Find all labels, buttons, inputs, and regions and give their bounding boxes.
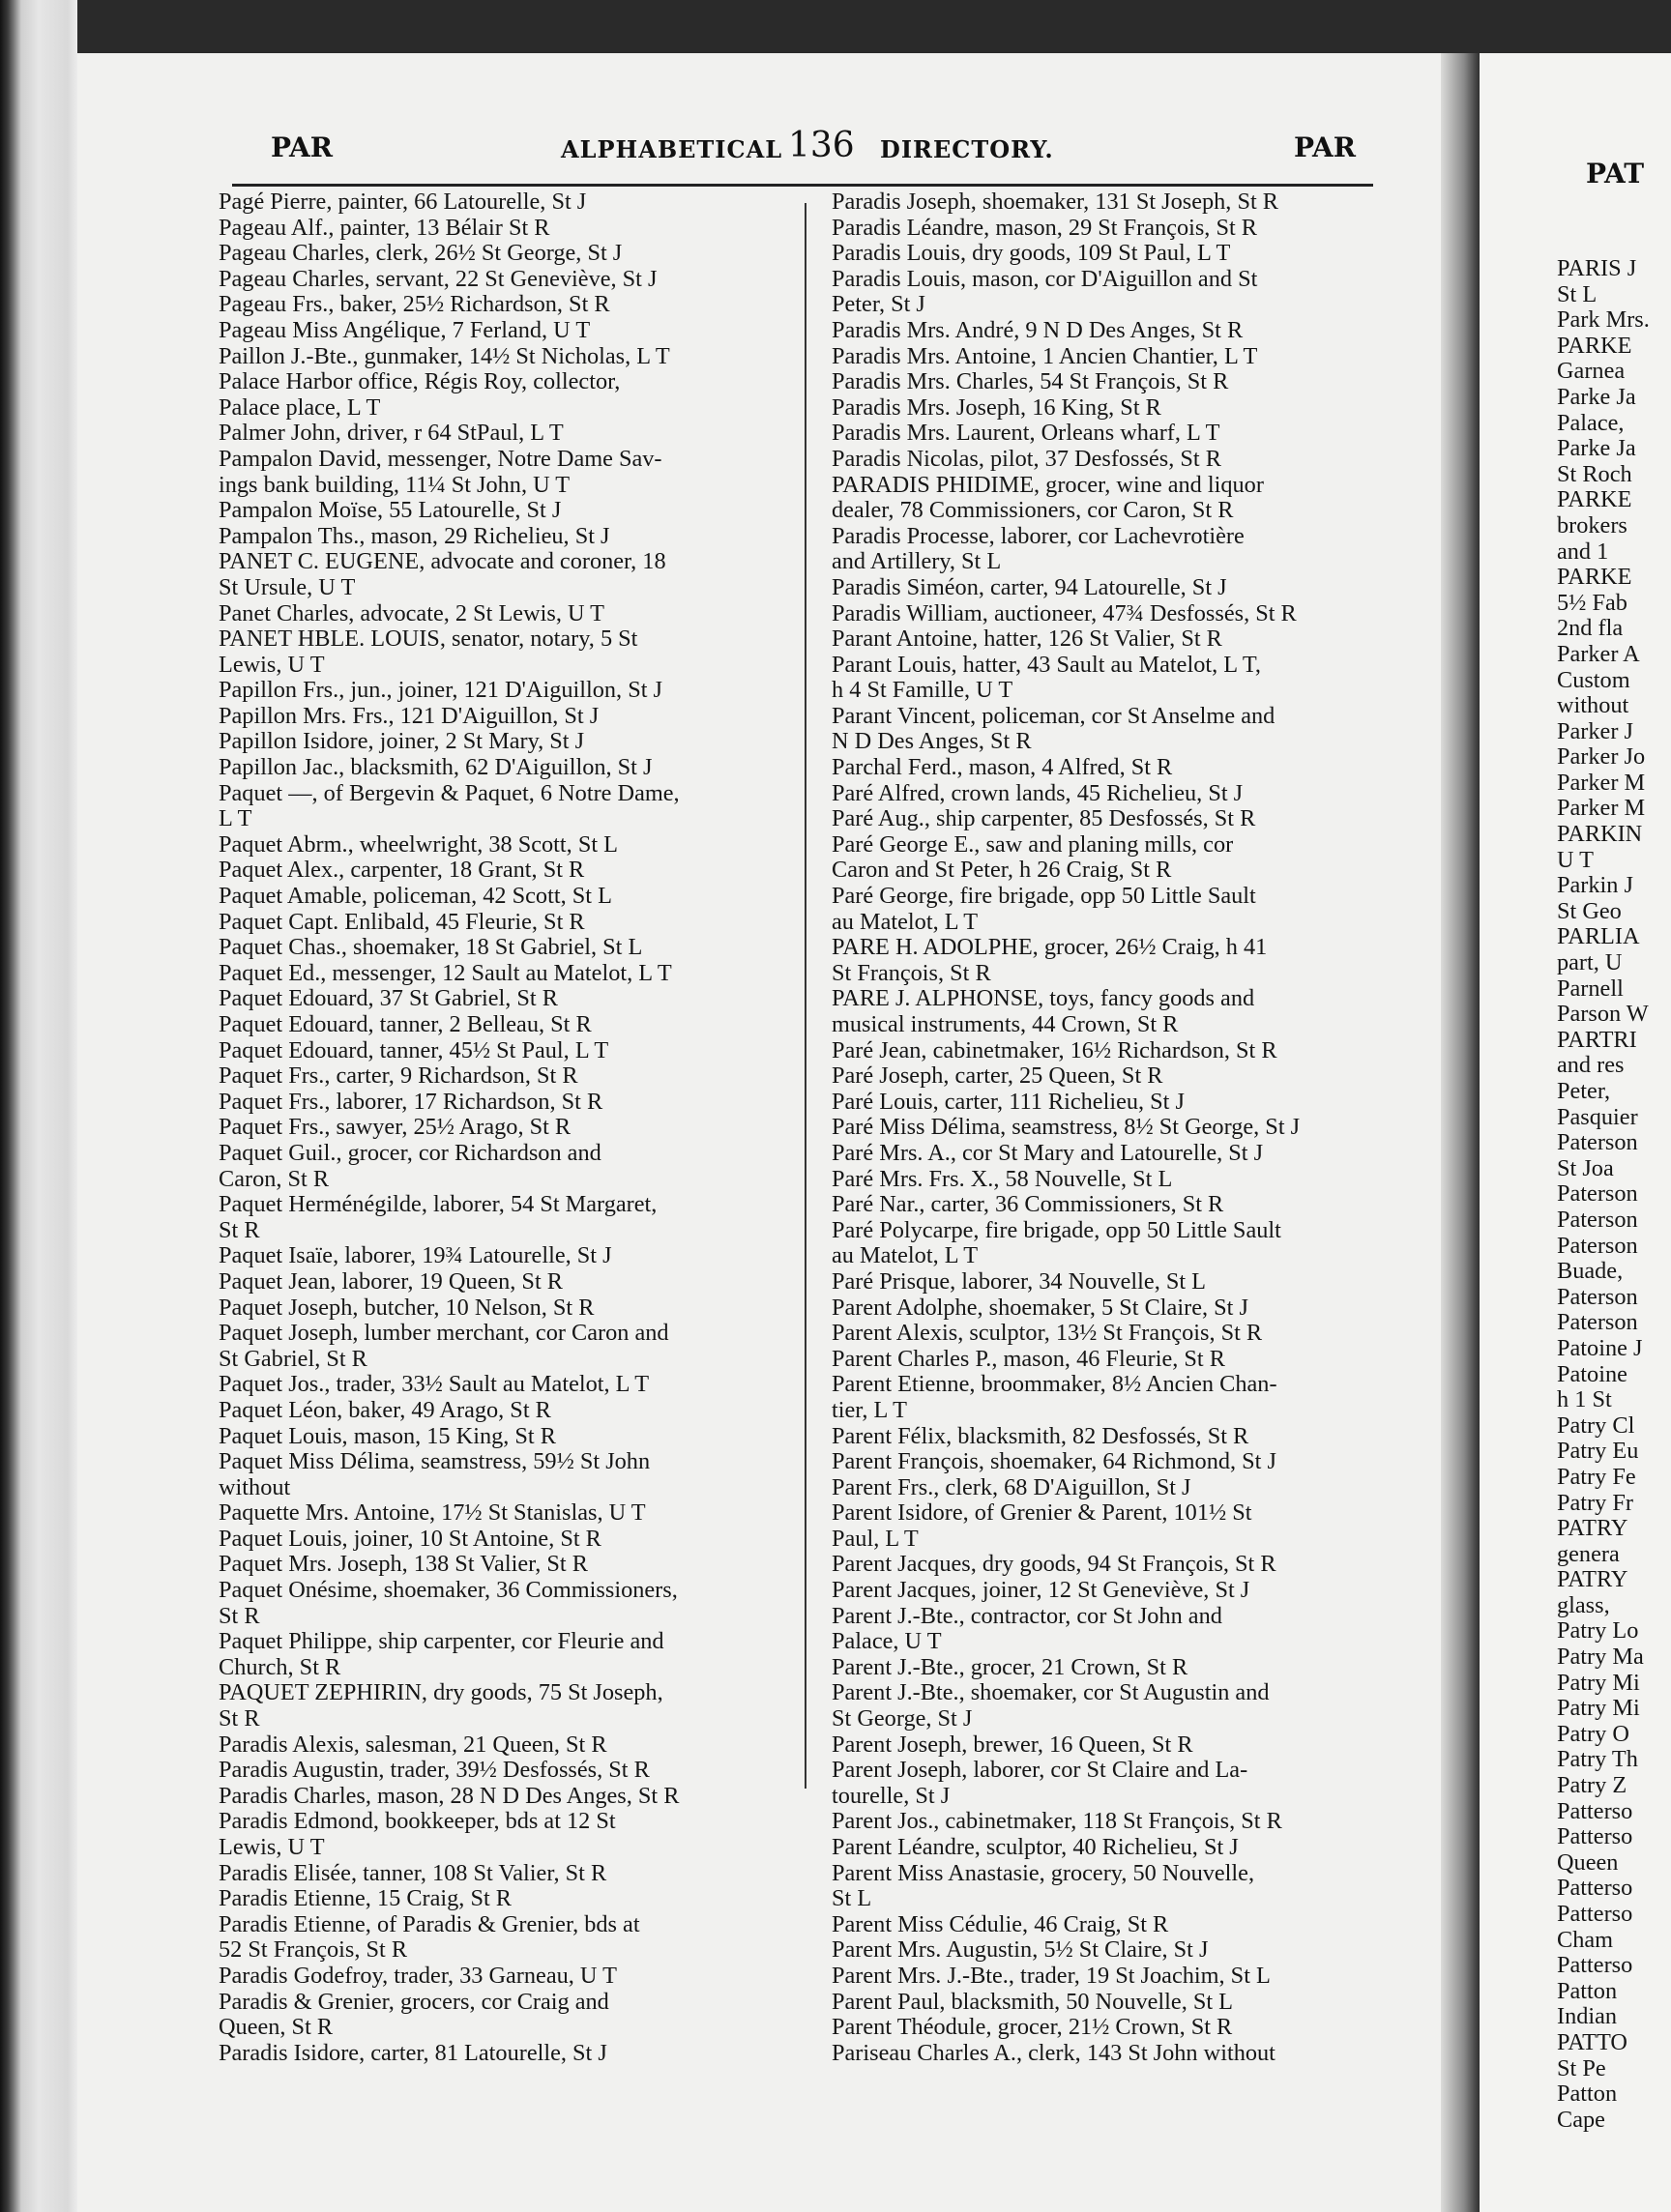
next-page-line: glass, <box>1557 1591 1610 1618</box>
next-page-line: Paterson <box>1557 1206 1638 1233</box>
directory-line: Caron and St Peter, h 26 Craig, St R <box>832 857 1172 884</box>
next-page-line: Parke Ja <box>1557 383 1636 410</box>
next-page-line: Parker M <box>1557 769 1646 796</box>
directory-line: Paradis Mrs. Laurent, Orleans wharf, L T <box>832 420 1220 447</box>
directory-line: Pageau Charles, servant, 22 St Geneviève, St J <box>219 265 658 292</box>
directory-line: Paré Jean, cabinetmaker, 16½ Richardson, St R <box>832 1036 1277 1063</box>
directory-line: Parent Frs., clerk, 68 D'Aiguillon, St J <box>832 1473 1191 1500</box>
directory-line: Pageau Frs., baker, 25½ Richardson, St R <box>219 291 610 318</box>
directory-line: Paquet Frs., carter, 9 Richardson, St R <box>219 1062 578 1090</box>
directory-line: St François, St R <box>832 959 991 986</box>
next-page-line: Patterso <box>1557 1901 1633 1927</box>
directory-line: au Matelot, L T <box>832 908 979 935</box>
next-page-line: St Pe <box>1557 2054 1606 2081</box>
next-page-line: Custom <box>1557 666 1630 693</box>
directory-line: Paquet Philippe, ship carpenter, cor Fleurie and <box>219 1628 664 1655</box>
directory-line: Queen, St R <box>219 2014 334 2041</box>
directory-line: Paquet Edouard, tanner, 2 Belleau, St R <box>219 1011 592 1037</box>
directory-line: St R <box>219 1602 260 1629</box>
next-page-line: PATRY <box>1557 1515 1628 1542</box>
directory-line: Paquet Edouard, 37 St Gabriel, St R <box>219 985 558 1012</box>
directory-line: Parent Isidore, of Grenier & Parent, 101½ St <box>832 1499 1252 1527</box>
directory-line: Parent Miss Anastasie, grocery, 50 Nouvelle, <box>832 1859 1255 1886</box>
next-page-line: part, U <box>1557 949 1623 976</box>
directory-line: St Ursule, U T <box>219 573 356 600</box>
next-page-line: Patoine J <box>1557 1334 1643 1361</box>
next-page-line: PARKIN <box>1557 821 1643 848</box>
next-page-line: Patry Lo <box>1557 1617 1639 1644</box>
directory-line: Parent François, shoemaker, 64 Richmond, St J <box>832 1448 1276 1475</box>
directory-line: Pageau Charles, clerk, 26½ St George, St J <box>219 240 623 267</box>
directory-line: Parent Adolphe, shoemaker, 5 St Claire, St J <box>832 1294 1248 1321</box>
next-page-line: St L <box>1557 280 1598 307</box>
directory-line: Paquet Jean, laborer, 19 Queen, St R <box>219 1267 563 1295</box>
directory-line: L T <box>219 805 252 832</box>
directory-line: and Artillery, St L <box>832 548 1002 575</box>
next-page-line: Garnea <box>1557 358 1626 385</box>
column-divider <box>805 203 806 1789</box>
directory-line: St L <box>832 1885 872 1912</box>
next-page-line: St Geo <box>1557 897 1622 924</box>
directory-line: Parent Jacques, dry goods, 94 St François, St R <box>832 1551 1276 1578</box>
directory-line: Paquet Joseph, butcher, 10 Nelson, St R <box>219 1294 595 1321</box>
directory-line: Paré Joseph, carter, 25 Queen, St R <box>832 1062 1163 1090</box>
next-page-line: Patton <box>1557 2081 1618 2108</box>
next-page-line: Paterson <box>1557 1129 1638 1156</box>
directory-line: Parent Félix, blacksmith, 82 Desfossés, St R <box>832 1422 1249 1449</box>
directory-line: Paré Aug., ship carpenter, 85 Desfossés, St R <box>832 805 1256 832</box>
directory-line: Paquet Joseph, lumber merchant, cor Caron and <box>219 1320 669 1347</box>
next-page-line: St Joa <box>1557 1154 1614 1181</box>
directory-line: Paradis Edmond, bookkeeper, bds at 12 St <box>219 1808 616 1835</box>
directory-line: Parent Mrs. Augustin, 5½ St Claire, St J <box>832 1936 1209 1964</box>
next-page-line: PATRY <box>1557 1566 1628 1593</box>
directory-line: Paré Alfred, crown lands, 45 Richelieu, St J <box>832 779 1244 806</box>
next-page-line: Paterson <box>1557 1283 1638 1310</box>
directory-line: Lewis, U T <box>219 651 325 678</box>
next-page-line: Palace, <box>1557 409 1625 436</box>
directory-line: Parant Antoine, hatter, 126 St Valier, St R <box>832 626 1222 653</box>
next-page-line: Patry Ma <box>1557 1644 1644 1671</box>
directory-line: Palace place, L T <box>219 393 381 421</box>
next-page-line: 2nd fla <box>1557 615 1624 642</box>
directory-line: Paradis Mrs. Antoine, 1 Ancien Chantier, L T <box>832 342 1258 369</box>
directory-line: Papillon Frs., jun., joiner, 121 D'Aiguillon, St J <box>219 677 662 704</box>
next-page-line: PARLIA <box>1557 923 1640 950</box>
directory-line: Pampalon Moïse, 55 Latourelle, St J <box>219 497 562 524</box>
next-page-line: Park Mrs. <box>1557 306 1650 334</box>
directory-line: PARE J. ALPHONSE, toys, fancy goods and <box>832 985 1255 1012</box>
next-page-line: Patterso <box>1557 1952 1633 1979</box>
directory-line: Paquet Miss Délima, seamstress, 59½ St John <box>219 1448 651 1475</box>
directory-line: Papillon Isidore, joiner, 2 St Mary, St J <box>219 728 585 755</box>
directory-line: Paradis & Grenier, grocers, cor Craig and <box>219 1988 609 2015</box>
directory-line: Paquet Isaïe, laborer, 19¾ Latourelle, St J <box>219 1242 612 1269</box>
directory-line: St R <box>219 1216 260 1243</box>
directory-line: Paquet —, of Bergevin & Paquet, 6 Notre Dame, <box>219 779 680 806</box>
directory-line: Paquet Frs., laborer, 17 Richardson, St R <box>219 1088 603 1115</box>
directory-line: Paquet Louis, mason, 15 King, St R <box>219 1422 556 1449</box>
directory-line: Paradis Etienne, 15 Craig, St R <box>219 1885 512 1912</box>
next-page-line: Parson W <box>1557 1001 1649 1028</box>
left-column <box>219 189 779 2066</box>
next-page-line: Patry Th <box>1557 1746 1638 1773</box>
directory-line: Paradis Mrs. Joseph, 16 King, St R <box>832 393 1161 421</box>
directory-line: Paquet Amable, policeman, 42 Scott, St L <box>219 883 612 910</box>
directory-line: Paradis Elisée, tanner, 108 St Valier, St R <box>219 1859 607 1886</box>
directory-line: Panet Charles, advocate, 2 St Lewis, U T <box>219 599 605 626</box>
next-page-line: PATTO <box>1557 2028 1627 2055</box>
header-title-right: DIRECTORY. <box>880 135 1054 163</box>
directory-line: Paradis Processe, laborer, cor Lachevrotière <box>832 522 1245 549</box>
directory-line: Pampalon Ths., mason, 29 Richelieu, St J <box>219 522 610 549</box>
next-page-line: Parkin J <box>1557 872 1633 899</box>
directory-line: Paquet Abrm., wheelwright, 38 Scott, St L <box>219 830 619 858</box>
directory-line: Paré Louis, carter, 111 Richelieu, St J <box>832 1088 1185 1115</box>
next-page-line: Parnell <box>1557 975 1624 1002</box>
directory-line: Paquet Alex., carpenter, 18 Grant, St R <box>219 857 585 884</box>
book-gutter <box>1441 53 1480 2212</box>
next-page-line: Patry Fr <box>1557 1489 1633 1516</box>
directory-line: Paquet Edouard, tanner, 45½ St Paul, L T <box>219 1036 609 1063</box>
directory-line: Palace, U T <box>832 1628 942 1655</box>
directory-line: Parant Vincent, policeman, cor St Anselme and <box>832 702 1275 729</box>
directory-line: Paquet Mrs. Joseph, 138 St Valier, St R <box>219 1551 588 1578</box>
header-right-word: PAR <box>1294 131 1357 163</box>
next-page-line: Patry Eu <box>1557 1438 1639 1465</box>
directory-line: Paré George E., saw and planing mills, cor <box>832 830 1234 858</box>
next-page-line: Parker A <box>1557 640 1640 667</box>
header-rule <box>232 184 1373 187</box>
next-page-line: h 1 St <box>1557 1386 1612 1413</box>
next-page-line: Patry Cl <box>1557 1412 1635 1439</box>
directory-line: Peter, St J <box>832 291 925 318</box>
next-page-line: brokers <box>1557 511 1627 538</box>
directory-line: Parent Charles P., mason, 46 Fleurie, St R <box>832 1345 1225 1372</box>
next-page-line: PARKE <box>1557 564 1632 591</box>
directory-line: Paré Mrs. A., cor St Mary and Latourelle, St J <box>832 1139 1264 1166</box>
directory-line: Pagé Pierre, painter, 66 Latourelle, St J <box>219 189 587 215</box>
directory-line: Paré Nar., carter, 36 Commissioners, St R <box>832 1191 1224 1218</box>
directory-line: Lewis, U T <box>219 1834 325 1860</box>
directory-line: N D Des Anges, St R <box>832 728 1032 755</box>
next-page-line: Patterso <box>1557 1823 1633 1850</box>
directory-line: dealer, 78 Commissioners, cor Caron, St R <box>832 497 1234 524</box>
directory-line: St George, St J <box>832 1705 973 1732</box>
next-page-line: Patry Mi <box>1557 1669 1640 1696</box>
next-page-line: Paterson <box>1557 1180 1638 1208</box>
directory-line: Parent Léandre, sculptor, 40 Richelieu, St J <box>832 1834 1239 1860</box>
next-page-line: Buade, <box>1557 1258 1624 1285</box>
directory-line: Church, St R <box>219 1653 341 1680</box>
directory-line: Paradis Augustin, trader, 39½ Desfossés, St R <box>219 1757 650 1784</box>
directory-line: Paradis Léandre, mason, 29 St François, St R <box>832 214 1257 241</box>
directory-line: ings bank building, 11¼ St John, U T <box>219 471 571 498</box>
directory-line: Paradis Isidore, carter, 81 Latourelle, St J <box>219 2039 607 2066</box>
directory-line: without <box>219 1473 291 1500</box>
page-header <box>271 126 1363 184</box>
directory-line: Paradis Alexis, salesman, 21 Queen, St R <box>219 1731 607 1758</box>
next-page-line: genera <box>1557 1540 1620 1567</box>
directory-line: PARE H. ADOLPHE, grocer, 26½ Craig, h 41 <box>832 934 1268 961</box>
next-page-line: Patry Mi <box>1557 1695 1640 1722</box>
directory-line: tier, L T <box>832 1396 907 1423</box>
directory-line: Palace Harbor office, Régis Roy, collector, <box>219 368 621 395</box>
directory-line: PARADIS PHIDIME, grocer, wine and liquor <box>832 471 1264 498</box>
header-title-left: ALPHABETICAL <box>561 135 783 163</box>
next-page-line: Parker Jo <box>1557 743 1646 771</box>
directory-line: au Matelot, L T <box>832 1242 979 1269</box>
directory-line: Parent Etienne, broommaker, 8½ Ancien Chan- <box>832 1371 1277 1398</box>
directory-line: Pageau Alf., painter, 13 Bélair St R <box>219 214 550 241</box>
next-page-line: without <box>1557 692 1629 719</box>
next-page-line: Parker M <box>1557 795 1646 822</box>
directory-line: Caron, St R <box>219 1165 330 1192</box>
next-page-line: Peter, <box>1557 1078 1611 1104</box>
directory-line: Parent Paul, blacksmith, 50 Nouvelle, St L <box>832 1988 1234 2015</box>
directory-line: h 4 St Famille, U T <box>832 677 1013 704</box>
directory-line: Paradis Mrs. Charles, 54 St François, St R <box>832 368 1229 395</box>
next-page-line: PARIS J <box>1557 255 1637 281</box>
directory-line: Parchal Ferd., mason, 4 Alfred, St R <box>832 754 1173 781</box>
directory-line: PAQUET ZEPHIRIN, dry goods, 75 St Joseph, <box>219 1679 663 1706</box>
directory-line: Parent Joseph, laborer, cor St Claire and La- <box>832 1757 1248 1784</box>
directory-line: Paradis Nicolas, pilot, 37 Desfossés, St R <box>832 445 1221 472</box>
directory-line: PANET HBLE. LOUIS, senator, notary, 5 St <box>219 626 638 653</box>
directory-line: Parent Jos., cabinetmaker, 118 St François, St R <box>832 1808 1282 1835</box>
next-page-line: PARTRI <box>1557 1026 1637 1053</box>
directory-line: Paradis Mrs. André, 9 N D Des Anges, St R <box>832 316 1244 343</box>
next-page-line: Paterson <box>1557 1309 1638 1336</box>
next-page-edge <box>1480 53 1671 2212</box>
directory-line: Paré George, fire brigade, opp 50 Little Sault <box>832 883 1256 910</box>
directory-line: Parant Louis, hatter, 43 Sault au Matelot, L T, <box>832 651 1261 678</box>
directory-line: Paradis Etienne, of Paradis & Grenier, bds at <box>219 1910 640 1937</box>
next-page-line: Patterso <box>1557 1797 1633 1824</box>
next-page-line: and 1 <box>1557 538 1609 565</box>
directory-line: Pampalon David, messenger, Notre Dame Sav- <box>219 445 662 472</box>
directory-line: Palmer John, driver, r 64 StPaul, L T <box>219 420 564 447</box>
next-page-line: Pasquier <box>1557 1103 1638 1130</box>
directory-line: Paradis William, auctioneer, 47¾ Desfossés, St R <box>832 599 1297 626</box>
directory-line: Parent J.-Bte., shoemaker, cor St Augustin and <box>832 1679 1270 1706</box>
directory-line: Paradis Charles, mason, 28 N D Des Anges, St R <box>219 1782 680 1809</box>
directory-line: Paré Mrs. Frs. X., 58 Nouvelle, St L <box>832 1165 1173 1192</box>
directory-line: tourelle, St J <box>832 1782 951 1809</box>
next-page-line: PARKE <box>1557 486 1632 513</box>
directory-line: Papillon Mrs. Frs., 121 D'Aiguillon, St J <box>219 702 600 729</box>
directory-line: Paquet Léon, baker, 49 Arago, St R <box>219 1396 551 1423</box>
directory-line: Parent Miss Cédulie, 46 Craig, St R <box>832 1910 1169 1937</box>
directory-line: Paquet Capt. Enlibald, 45 Fleurie, St R <box>219 908 585 935</box>
directory-line: Paradis Louis, dry goods, 109 St Paul, L T <box>832 240 1231 267</box>
directory-line: Parent Mrs. J.-Bte., trader, 19 St Joachim, St L <box>832 1962 1271 1989</box>
next-page-line: Paterson <box>1557 1232 1638 1259</box>
next-page-line: Patoine <box>1557 1360 1627 1387</box>
next-page-line: Parke Ja <box>1557 435 1636 462</box>
next-page-line: St Roch <box>1557 460 1632 487</box>
directory-line: Paré Prisque, laborer, 34 Nouvelle, St L <box>832 1267 1207 1295</box>
directory-line: Pageau Miss Angélique, 7 Ferland, U T <box>219 316 591 343</box>
directory-line: Paquet Herménégilde, laborer, 54 St Margaret, <box>219 1191 658 1218</box>
directory-line: Paquet Jos., trader, 33½ Sault au Matelot, L T <box>219 1371 650 1398</box>
directory-line: Paradis Siméon, carter, 94 Latourelle, St J <box>832 573 1227 600</box>
directory-line: Paillon J.-Bte., gunmaker, 14½ St Nicholas, L T <box>219 342 670 369</box>
directory-line: Parent Joseph, brewer, 16 Queen, St R <box>832 1731 1193 1758</box>
directory-line: Papillon Jac., blacksmith, 62 D'Aiguillon, St J <box>219 754 653 781</box>
next-page-header: PAT <box>1586 158 1645 189</box>
next-page-line: Patry Z <box>1557 1772 1627 1799</box>
directory-line: Paradis Joseph, shoemaker, 131 St Joseph, St R <box>832 189 1278 215</box>
directory-line: Paquet Onésime, shoemaker, 36 Commissioners, <box>219 1577 678 1604</box>
directory-line: Paré Miss Délima, seamstress, 8½ St George, St J <box>832 1114 1301 1141</box>
directory-line: musical instruments, 44 Crown, St R <box>832 1011 1179 1037</box>
next-page-line: PARKE <box>1557 332 1632 359</box>
directory-line: Paquette Mrs. Antoine, 17½ St Stanislas, U T <box>219 1499 646 1527</box>
directory-line: 52 St François, St R <box>219 1936 408 1964</box>
book-edge <box>0 0 77 2212</box>
directory-line: Paradis Louis, mason, cor D'Aiguillon and St <box>832 265 1258 292</box>
directory-line: PANET C. EUGENE, advocate and coroner, 18 <box>219 548 666 575</box>
directory-line: Paquet Chas., shoemaker, 18 St Gabriel, St L <box>219 934 643 961</box>
next-page-line: Cape <box>1557 2106 1605 2133</box>
page-number: 136 <box>788 126 855 165</box>
next-page-line: U T <box>1557 846 1595 873</box>
directory-line: Paradis Godefroy, trader, 33 Garneau, U T <box>219 1962 617 1989</box>
directory-line: Paquet Frs., sawyer, 25½ Arago, St R <box>219 1114 572 1141</box>
directory-line: Paré Polycarpe, fire brigade, opp 50 Little Sault <box>832 1216 1281 1243</box>
directory-line: Paquet Louis, joiner, 10 St Antoine, St R <box>219 1525 601 1552</box>
next-page-line: Patton <box>1557 1977 1618 2004</box>
directory-line: Parent Théodule, grocer, 21½ Crown, St R <box>832 2014 1233 2041</box>
next-page-line: Patterso <box>1557 1875 1633 1902</box>
next-page-line: Patry O <box>1557 1720 1629 1747</box>
directory-line: Paul, L T <box>832 1525 919 1552</box>
next-page-line: Parker J <box>1557 717 1633 744</box>
next-page-line: and res <box>1557 1052 1625 1079</box>
next-page-line: 5½ Fab <box>1557 589 1627 616</box>
next-page-line: Cham <box>1557 1926 1614 1953</box>
directory-line: St Gabriel, St R <box>219 1345 367 1372</box>
directory-line: St R <box>219 1705 260 1732</box>
directory-line: Pariseau Charles A., clerk, 143 St John without <box>832 2039 1275 2066</box>
directory-line: Parent J.-Bte., contractor, cor St John and <box>832 1602 1222 1629</box>
directory-line: Paquet Guil., grocer, cor Richardson and <box>219 1139 601 1166</box>
next-page-line: Queen <box>1557 1848 1619 1876</box>
directory-line: Parent J.-Bte., grocer, 21 Crown, St R <box>832 1653 1188 1680</box>
right-column <box>832 189 1392 2066</box>
header-left-word: PAR <box>271 131 334 163</box>
directory-line: Parent Alexis, sculptor, 13½ St François, St R <box>832 1320 1263 1347</box>
next-page-column <box>1557 256 1650 2133</box>
directory-line: Paquet Ed., messenger, 12 Sault au Matelot, L T <box>219 959 672 986</box>
next-page-line: Patry Fe <box>1557 1463 1636 1490</box>
directory-line: Parent Jacques, joiner, 12 St Geneviève, St J <box>832 1577 1250 1604</box>
next-page-line: Indian <box>1557 2003 1618 2030</box>
